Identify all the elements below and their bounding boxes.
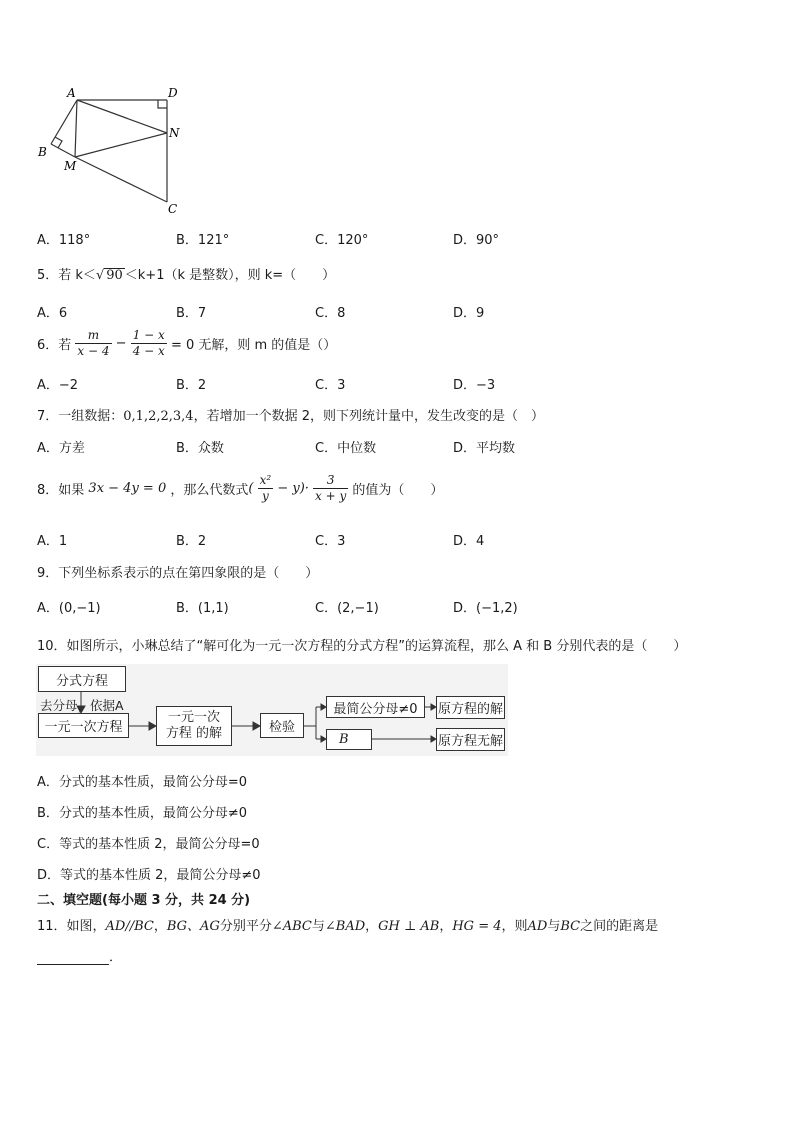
q11-suffix: 之间的距离是 [580, 919, 659, 934]
q8-equation: 3x − 4y = 0 [88, 481, 167, 496]
q11-end: ． [109, 950, 123, 965]
flow-box-linear: 一元一次方程 [38, 713, 129, 738]
q8-option-d[interactable]: D．4 [453, 534, 485, 549]
q8-fraction-1 [258, 473, 274, 504]
label-c: C [168, 202, 178, 216]
q9-option-a[interactable]: A．(0,−1) [37, 601, 101, 616]
q11-math-3: ∠ABC [271, 919, 312, 934]
label-b: B [38, 145, 47, 159]
q10-option-a[interactable]: A．分式的基本性质，最简公分母=0 [37, 775, 248, 790]
q11-math-8: BC [560, 919, 581, 934]
flow-box-result-none: 原方程无解 [436, 728, 505, 751]
q8-stem [37, 473, 443, 504]
segment-am [75, 100, 77, 157]
q4-option-c[interactable]: C．120° [315, 233, 369, 248]
q6-frac1-den: x − 4 [77, 344, 110, 358]
q11-sep-3: ， [439, 919, 453, 934]
q11-math-7: AD [527, 919, 548, 934]
q6-option-c[interactable]: C．3 [315, 378, 346, 393]
q11-answer-line [37, 946, 122, 965]
q6-frac2-num: 1 − x [132, 328, 165, 342]
q8-fraction-2 [313, 473, 348, 504]
segment-bm [51, 144, 75, 157]
label-d: D [168, 86, 178, 100]
q8-option-a[interactable]: A．1 [37, 534, 68, 549]
segment-an [77, 100, 167, 133]
flow-box-solution [156, 706, 232, 746]
q8-frac2-den: x + y [315, 489, 347, 503]
q8-paren-open: ( [248, 481, 254, 496]
q7-stem [37, 405, 544, 424]
q8-middle: ，那么代数式 [170, 483, 249, 498]
segment-mn [75, 133, 167, 157]
q7-option-c[interactable]: C．中位数 [315, 441, 377, 456]
q8-frac1-num: x² [259, 473, 272, 487]
geometry-figure [34, 82, 184, 217]
q11-mid-1: 分别平分 [219, 919, 272, 934]
q7-option-d[interactable]: D．平均数 [453, 441, 516, 456]
q6-option-b[interactable]: B．2 [176, 378, 207, 393]
q11-prefix: 11．如图， [37, 919, 106, 934]
q7-suffix: ，若增加一个数据 2，则下列统计量中，发生改变的是（ ） [193, 409, 544, 424]
q11-math-5: GH ⊥ AB [378, 919, 440, 934]
q11-stem [37, 915, 658, 934]
flow-solution-line1: 一元一次 [167, 710, 220, 725]
q5-radicand: 90 [106, 268, 123, 283]
q6-frac2-den: 4 − x [132, 344, 165, 358]
q11-sep-1: ， [153, 919, 167, 934]
q8-after-frac: − y)· [277, 481, 309, 496]
q11-math-4: ∠BAD [324, 919, 366, 934]
q10-option-c[interactable]: C．等式的基本性质 2，最简公分母=0 [37, 837, 260, 852]
q5-suffix: ＜k+1（k 是整数），则 k=（ ） [124, 268, 336, 283]
q7-option-b[interactable]: B．众数 [176, 441, 224, 456]
q8-option-c[interactable]: C．3 [315, 534, 346, 549]
q9-option-c[interactable]: C．(2,−1) [315, 601, 379, 616]
label-m: M [64, 159, 77, 173]
q8-prefix: 8．如果 [37, 483, 85, 498]
q11-math-6: HG = 4 [452, 919, 502, 934]
q10-option-d[interactable]: D．等式的基本性质 2，最简公分母≠0 [37, 868, 261, 883]
q6-fraction-1 [75, 328, 111, 359]
flow-box-cond-ok: 最简公分母≠0 [326, 696, 425, 718]
q9-stem: 9．下列坐标系表示的点在第四象限的是（ ） [37, 566, 319, 581]
q6-stem [37, 328, 336, 359]
segment-mc [75, 157, 167, 202]
q8-frac2-num: 3 [326, 473, 335, 487]
q10-stem: 10．如图所示，小琳总结了“解可化为一元一次方程的分式方程”的运算流程，那么 A 和 B 分别代表的是（ ） [37, 639, 687, 654]
q6-fraction-2 [131, 328, 167, 359]
q5-option-a[interactable]: A．6 [37, 306, 68, 321]
q8-frac1-den: y [258, 488, 274, 504]
flowchart [36, 664, 508, 756]
q11-mid-2: 与 [311, 919, 325, 934]
right-angle-mark-d [158, 100, 167, 108]
q6-prefix: 6．若 [37, 338, 72, 353]
q4-option-d[interactable]: D．90° [453, 233, 500, 248]
label-a: A [67, 86, 76, 100]
q4-option-b[interactable]: B．121° [176, 233, 230, 248]
flow-step-label: 去分母，依据A [40, 698, 124, 713]
q4-option-a[interactable]: A．118° [37, 233, 91, 248]
q11-math-1: AD//BC [105, 919, 154, 934]
q11-math-2: BG、AG [166, 919, 220, 934]
q11-sep-2: ， [365, 919, 379, 934]
arrowhead-solution-check [253, 722, 260, 730]
flow-solution-line2: 方程 的解 [165, 726, 223, 741]
q8-suffix: 的值为（ ） [352, 483, 444, 498]
q7-option-a[interactable]: A．方差 [37, 441, 85, 456]
q11-mid-3: ，则 [501, 919, 528, 934]
q6-minus: − [115, 336, 127, 351]
label-n: N [169, 126, 180, 140]
flow-box-start: 分式方程 [38, 666, 126, 692]
q7-data-list: 0,1,2,2,3,4 [123, 409, 194, 424]
q6-suffix: = 0 无解，则 m 的值是（） [170, 338, 337, 353]
q5-option-c[interactable]: C．8 [315, 306, 346, 321]
q5-option-d[interactable]: D．9 [453, 306, 485, 321]
q9-option-d[interactable]: D．(−1,2) [453, 601, 518, 616]
flow-box-result-ok: 原方程的解 [436, 696, 505, 719]
q6-frac1-num: m [87, 328, 100, 342]
q7-prefix: 7．一组数据： [37, 409, 124, 424]
flow-box-check: 检验 [260, 713, 304, 738]
q9-option-b[interactable]: B．(1,1) [176, 601, 229, 616]
flow-box-cond-b: B [326, 729, 372, 750]
arrowhead-linear-solution [149, 722, 156, 730]
q5-prefix: 5．若 k＜ [37, 268, 96, 283]
q6-option-a[interactable]: A．−2 [37, 378, 79, 393]
q11-mid-4: 与 [547, 919, 561, 934]
q11-answer-blank[interactable] [37, 950, 109, 965]
q8-option-b[interactable]: B．2 [176, 534, 207, 549]
q5-option-b[interactable]: B．7 [176, 306, 207, 321]
section-title: 二、填空题(每小题 3 分，共 24 分) [37, 893, 251, 908]
q10-option-b[interactable]: B．分式的基本性质，最简公分母≠0 [37, 806, 248, 821]
sqrt-sign: √ [95, 268, 105, 283]
q5-stem [37, 264, 335, 283]
q6-option-d[interactable]: D．−3 [453, 378, 496, 393]
